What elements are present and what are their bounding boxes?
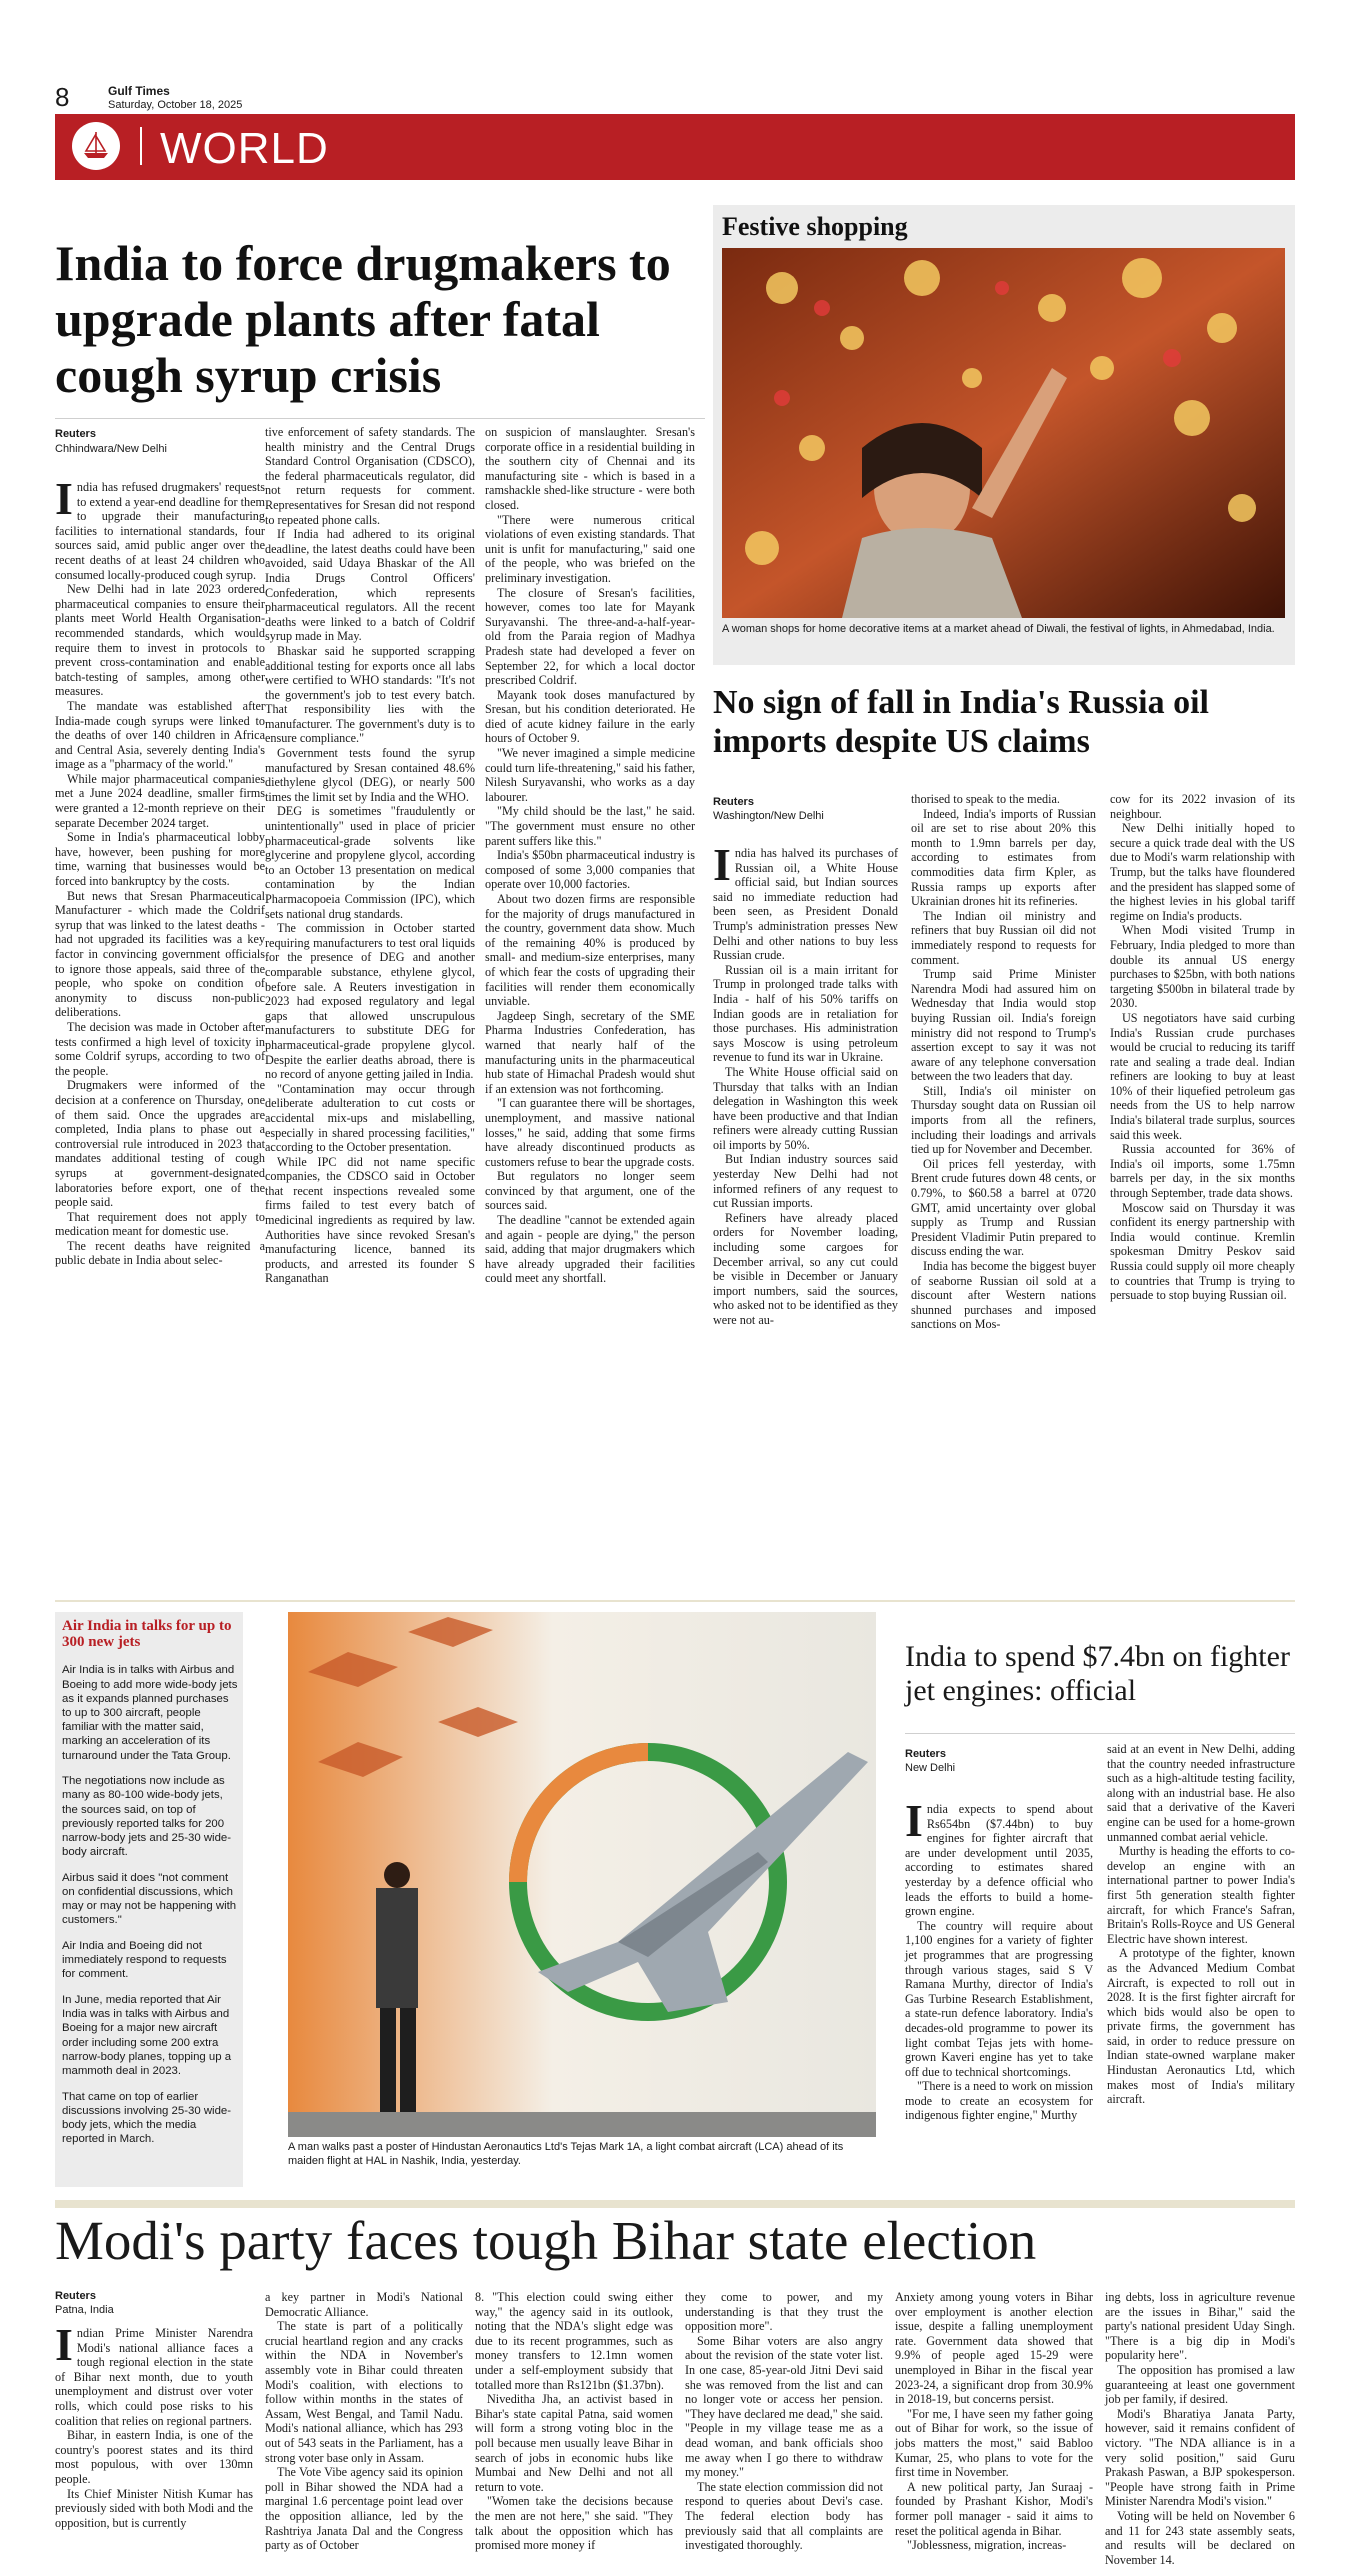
festive-caption: A woman shops for home decorative items at a market ahead of Diwali, the festival of lights, in Ahmedabad, India. bbox=[722, 623, 1275, 635]
paragraph: Bhaskar said he supported scrapping additional testing for exports once all labs were certified to WHO standards: "It's not the government's job to test every batch. That responsibility lies with the manufacturer. The government's duty is to ensure compliance." bbox=[265, 643, 475, 746]
story2-dateline: Washington/New Delhi bbox=[713, 810, 824, 822]
paragraph: Airbus said it does "not comment on confidential discussions, which may or may not be happening with customers." bbox=[62, 1871, 237, 1927]
banner-divider bbox=[140, 127, 142, 165]
paragraph: 8. "This election could swing either way," the agency said in its outlook, noting that the NDA's slight edge was due to its recent programmes, such as money transfers to 12.1mn women under a self-employment subsidy that totalled more than Rs121bn ($1.37bn). bbox=[475, 2290, 673, 2392]
story1-column-1-text bbox=[55, 473, 265, 1268]
paragraph: If India had adhered to its original deadline, the latest deaths could have been avoided, said Udaya Bhaskar of the All India Drugs Control Officers' Confederation, which represents pharmaceutical regulators. All the recent deaths were linked to a batch of Coldrif syrup made in May. bbox=[265, 527, 475, 644]
paragraph: Some Bihar voters are also angry about the revision of the state voter list. In one case, 85-year-old Jitni Devi said she was removed from the list and can no longer vote or access her pension. "They have declared me dead," she said. "People in my village tease me as a dead woman, and bank officials shoo me away when I go there to withdraw my money." bbox=[685, 2333, 883, 2480]
paragraph: ndian Prime Minister Narendra Modi's national alliance faces a tough regional election in the state of Bihar next month, due to youth unemployment and distrust over voter rolls, which could pose risks to his coalition that relies on regional partners. bbox=[55, 2326, 253, 2428]
paragraph: Anxiety among young voters in Bihar over employment is another election issue, despite a falling unemployment rate. Government data showed that 9.9% of people aged 15-29 were unemployed in Bihar in the fiscal year 2023-24, a significant drop from 30.9% in 2018-19, but concerns persist. bbox=[895, 2290, 1093, 2407]
story4-dateline: Patna, India bbox=[55, 2304, 114, 2316]
paragraph: Bihar, in eastern India, is one of the country's poorest states and its third most populous, with over 130mn people. bbox=[55, 2428, 253, 2486]
story4-column-3-text bbox=[475, 2290, 673, 2553]
jet-caption: A man walks past a poster of Hindustan Aeronautics Ltd's Tejas Mark 1A, a light combat aircraft (LCA) ahead of its maiden flight at HAL in Nashik, India, yesterday. bbox=[288, 2141, 844, 2167]
story4-column-1 bbox=[55, 2319, 253, 2530]
paragraph: ndia expects to spend about Rs654bn ($7.44bn) to buy engines for fighter aircraft that are under development until 2035, according to estimates shared yesterday by a defence official who leads the efforts to build a home-grown engine. bbox=[905, 1802, 1093, 1919]
paragraph: Oil prices fell yesterday, with Brent crude futures down 48 cents, or 0.79%, to $60.58 a barrel at 0720 GMT, amid uncertainty over global supply as Trump and Russian President Vladimir Putin prepared to discuss ending the war. bbox=[911, 1156, 1096, 1259]
paragraph: A new political party, Jan Suraaj - founded by Prashant Kishor, Modi's former poll manager - said it aims to reset the political agenda in Bihar. bbox=[895, 2479, 1093, 2538]
paragraph: The White House official said on Thursday that talks with an Indian delegation in Washington this week have been productive and that Indian refiners were already cutting Russian oil imports by 50%. bbox=[713, 1064, 898, 1152]
paragraph: The Indian oil ministry and refiners that buy Russian oil did not immediately respond to requests for comment. bbox=[911, 908, 1096, 967]
paragraph: Murthy is heading the efforts to co-develop an engine with an international partner to power India's first 5th generation stealth fighter aircraft, for which France's Safran, Britain's Rolls-Royce and US General Electric have shown interest. bbox=[1107, 1844, 1295, 1946]
paragraph: That came on top of earlier discussions involving 25-30 wide-body jets, which the media reported in March. bbox=[62, 2090, 232, 2146]
story4-dropcap: I bbox=[55, 2319, 73, 2370]
paragraph: Jagdeep Singh, secretary of the SME Pharma Industries Confederation, has warned that nearly half of the manufacturing units in the pharmaceutical hub state of Himachal Pradesh would shut if an extension was not forthcoming. bbox=[485, 1008, 695, 1096]
festive-title: Festive shopping bbox=[722, 212, 908, 241]
paragraph: "There were numerous critical violations of even existing standards. That unit is unfit for manufacturing," said one of the people, who was briefed on the preliminary investigation. bbox=[485, 512, 695, 585]
festive-photo bbox=[722, 248, 1285, 618]
paragraph: Russian oil is a main irritant for Trump in prolonged trade talks with India - half of his 50% tariffs on Indian goods are in retaliation for those purchases. His administration says Moscow is using petroleum revenue to fund its war in Ukraine. bbox=[713, 962, 898, 1065]
paragraph: Some in India's pharmaceutical lobby have, however, been pushing for more time, warning that businesses would be forced into bankruptcy by the costs. bbox=[55, 830, 265, 889]
story4-column-4 bbox=[685, 2290, 883, 2553]
story4-column-4-text bbox=[685, 2290, 883, 2553]
paragraph: That requirement does not apply to medication meant for domestic use. bbox=[55, 1209, 265, 1239]
paper-name: Gulf Times bbox=[108, 84, 170, 98]
paragraph: Trump said Prime Minister Narendra Modi had assured him on Wednesday that India would stop buying Russian oil. India's foreign ministry did not respond to Trump's assertion except to say it was not aware of any telephone conversation between the two leaders that day. bbox=[911, 967, 1096, 1084]
paragraph: Its Chief Minister Nitish Kumar has previously sided with both Modi and the opposition, but is currently bbox=[55, 2486, 253, 2530]
story2-dropcap: I bbox=[713, 839, 731, 890]
paragraph: they come to power, and my understanding is that they trust the opposition more". bbox=[685, 2290, 883, 2334]
story4-headline: Modi's party faces tough Bihar state election bbox=[55, 2210, 1037, 2271]
paragraph: ing debts, loss in agriculture revenue are the issues in Bihar," said the party's national president Uday Singh. "There is a big dip in Modi's popularity here". bbox=[1105, 2290, 1295, 2363]
paragraph: Russia accounted for 36% of India's oil imports, some 1.75mn barrels per day, in the six months through September, trade data shows. bbox=[1110, 1142, 1295, 1201]
story2-byline: Reuters bbox=[713, 796, 754, 808]
story1-divider bbox=[55, 418, 705, 419]
paragraph: About two dozen firms are responsible for the majority of drugs manufactured in the country, government data show. Much of the remaining 40% is produced by small- and medium-size enterprises, many of which fear the costs of upgrading their facilities will render them economically unviable. bbox=[485, 892, 695, 1009]
paragraph: In June, media reported that Air India was in talks with Airbus and Boeing for a major new aircraft order including some 200 extra narrow-body planes, topping up a mammoth deal in 2023. bbox=[62, 1994, 232, 2078]
paragraph: The mandate was established after India-made cough syrups were linked to the deaths of over 140 children in Africa and Central Asia, severely denting India's image as a "pharmacy of the world." bbox=[55, 698, 265, 772]
paragraph: Voting will be held on November 6 and 11 for 243 state assembly seats, and results will be declared on November 14. bbox=[1105, 2508, 1295, 2567]
airindia-body-text bbox=[62, 1663, 240, 2146]
paragraph: thorised to speak to the media. bbox=[911, 792, 1060, 806]
story1-headline: India to force drugmakers to upgrade plants after fatal cough syrup crisis bbox=[55, 235, 671, 403]
paragraph: The negotiations now include as many as 80-100 wide-body jets, the sources said, on top of previously reported talks for 200 narrow-body jets and 25-30 wide-body aircraft. bbox=[62, 1775, 232, 1859]
paragraph: Air India is in talks with Airbus and Boeing to add more wide-body jets as it expands planned purchases to up to 300 aircraft, people familiar with the matter said, marking an acceleration of its turnaround under the Tata Group. bbox=[62, 1664, 238, 1762]
page-number: 8 bbox=[55, 82, 70, 112]
story2-column-2-text bbox=[911, 792, 1096, 1332]
story2-column-3-text bbox=[1110, 792, 1295, 1303]
story3-column-1 bbox=[905, 1795, 1093, 2192]
paragraph: The state election commission did not respond to queries about Devi's case. The federal election body has previously said that all complaints are investigated thoroughly. bbox=[685, 2479, 883, 2553]
story4-column-2 bbox=[265, 2290, 463, 2553]
paragraph: When Modi visited Trump in February, India pledged to more than double its annual US energy purchases to $25bn, with both nations targeting $500bn in bilateral trade by 2030. bbox=[1110, 923, 1295, 1011]
story4-column-5 bbox=[895, 2290, 1093, 2553]
paragraph: The opposition has promised a law guaranteeing at least one government job per family, if desired. bbox=[1105, 2362, 1295, 2407]
paragraph: The recent deaths have reignited a public debate in India about selec- bbox=[55, 1238, 265, 1268]
story4-column-2-text bbox=[265, 2290, 463, 2553]
airindia-body bbox=[62, 1652, 240, 2182]
paragraph: "For me, I have seen my father going out of Bihar for work, so the issue of jobs matters the most," said Babloo Kumar, 25, who plans to vote for the first time in November. bbox=[895, 2406, 1093, 2480]
paragraph: Government tests found the syrup manufactured by Sresan contained 48.6% diethylene glycol (DEG), or nearly 500 times the limit set by India and the WHO. bbox=[265, 746, 475, 804]
paragraph: But news that Sresan Pharmaceutical Manufacturer - which made the Coldrif syrup that was linked to the latest deaths - had not upgraded its facilities was a key factor in convincing government officials to ignore those appeals, said three of the people, who spoke on condition of anonymity to discuss non-public deliberations. bbox=[55, 888, 265, 1020]
story2-column-1 bbox=[713, 839, 898, 1536]
paragraph: cow for its 2022 invasion of its neighbour. bbox=[1110, 792, 1295, 821]
story1-column-2 bbox=[265, 425, 475, 1590]
bottom-story-divider bbox=[55, 2200, 1295, 2208]
paragraph: The Vote Vibe agency said its opinion poll in Bihar showed the NDA had a marginal 1.6 percentage point lead over the opposition alliance, led by the Rashtriya Janata Dal and the Congress party as of October bbox=[265, 2465, 463, 2553]
paragraph: The closure of Sresan's facilities, however, comes too late for Mayank Suryavanshi. The three-and-a-half-year-old from the Paraia region of Madhya Pradesh state had developed a fever on September 22, for which a local doctor prescribed Coldrif. bbox=[485, 585, 695, 688]
paragraph: "Women take the decisions because the men are not here," she said. "They talk about the opposition which has promised more money if bbox=[475, 2494, 673, 2553]
story1-byline: Reuters bbox=[55, 428, 96, 440]
story3-column-2 bbox=[1107, 1742, 1295, 2192]
paragraph: Niveditha Jha, an activist based in Bihar's state capital Patna, said women will form a strong voting bloc in the poll because men usually leave Bihar in search of jobs in economic hubs like Mumbai and New Delhi and not all return to vote. bbox=[475, 2392, 673, 2494]
paragraph: The commission in October started requiring manufacturers to test oral liquids for the presence of DEG and another comparable substance, ethylene glycol, before sale. A Reuters investigation in 2023 had exposed regulatory and legal gaps that allowed unscrupulous manufacturers to substitute DEG for pharmaceutical-grade propylene glycol. Despite the earlier deaths abroad, there is no record of anyone getting jailed in India. bbox=[265, 921, 475, 1082]
paragraph: New Delhi initially hoped to secure a quick trade deal with the US due to Modi's warm relationship with Trump, but the talks have floundered and the president has slapped some of the highest levies in his global tariff regime on India's products. bbox=[1110, 821, 1295, 923]
story4-column-6 bbox=[1105, 2290, 1295, 2567]
story4-column-5-text bbox=[895, 2290, 1093, 2553]
paragraph: Drugmakers were informed of the decision at a conference on Thursday, one of them said. Once the upgrades are completed, India plans to phase out a controversial rule introduced in 2023 that mandates additional testing of cough syrups at government-designated laboratories before export, one of the people said. bbox=[55, 1078, 265, 1210]
paragraph: ndia has refused drugmakers' requests to extend a year-end deadline for them to upgrade their manufacturing facilities to international standards, four sources said, amid public anger over the recent deaths of at least 24 children who consumed locally-produced cough syrup. bbox=[55, 480, 265, 582]
paragraph: "There is a need to work on mission mode to create an ecosystem for indigenous fighter engine," Murthy bbox=[905, 2079, 1093, 2123]
paragraph: While major pharmaceutical companies met a June 2024 deadline, smaller firms were granted a 12-month reprieve on their separate December 2024 target. bbox=[55, 771, 265, 830]
paragraph: "I can guarantee there will be shortages, unemployment, and massive national losses," he said, adding that some firms have already discontinued products as customers refuse to bear the upgrade costs. bbox=[485, 1096, 695, 1169]
story2-headline: No sign of fall in India's Russia oil imports despite US claims bbox=[713, 684, 1209, 760]
story1-column-3 bbox=[485, 425, 695, 1590]
paragraph: The decision was made in October after tests confirmed a high level of toxicity in some Coldrif syrups, according to two of the people. bbox=[55, 1019, 265, 1078]
paragraph: Indeed, India's imports of Russian oil are set to rise about 20% this month to 1.9mn barrels per day, according to estimates from commodities data firm Kpler, as Russia ramps up exports after Ukrainian drones hit its refineries. bbox=[911, 806, 1096, 909]
issue-date: Saturday, October 18, 2025 bbox=[108, 99, 243, 111]
paragraph: While IPC did not name specific companies, the CDSCO said in October that recent inspections revealed some firms failed to test every batch of medicinal ingredients as required by law. Authorities have since revoked Sresan's manufacturing licence, banned its products, and arrested its founder S Ranganathan bbox=[265, 1154, 475, 1286]
paragraph: A prototype of the fighter, known as the Advanced Medium Combat Aircraft, is expected to roll out in 2028. It is the first fighter aircraft for which bids would also be open to private firms, the government has said, in order to reduce pressure on Indian state-owned warplane maker Hindustan Aeronautics Ltd, which makes most of India's military aircraft. bbox=[1107, 1946, 1295, 2107]
dhow-logo-icon bbox=[72, 122, 120, 170]
story1-column-1 bbox=[55, 473, 265, 1590]
story1-column-3-text bbox=[485, 425, 695, 1286]
paragraph: tive enforcement of safety standards. The health ministry and the Central Drugs Standard Control Organisation (CDSCO), the federal pharmaceuticals regulator, did not return requests for comment. Representatives for Sresan did not respond to repeated phone calls. bbox=[265, 425, 475, 527]
paragraph: ndia has halved its purchases of Russian oil, a White House official said, but Indian sources said no immediate reduction had been seen, as President Donald Trump's administration presses New Delhi and other nations to buy less Russian crude. bbox=[713, 846, 898, 963]
story3-column-2-text bbox=[1107, 1742, 1295, 2107]
mid-divider bbox=[55, 1600, 1295, 1602]
paragraph: Refiners have already placed orders for November loading, including some cargoes for December arrival, so any cut could be visible in December or January import numbers, said the sources, who asked not to be identified as they were not au- bbox=[713, 1210, 898, 1327]
paragraph: Modi's Bharatiya Janata Party, however, said it remains confident of victory. "The NDA alliance is in a very solid position," said Guru Prakash Paswan, a BJP spokesperson. "People have strong faith in Prime Minister Narendra Modi's vision." bbox=[1105, 2406, 1295, 2509]
paragraph: The country will require about 1,100 engines for a variety of fighter jet programmes that are progressing through various stages, said S V Ramana Murthy, director of India's Gas Turbine Research Establishment, a state-run defence laboratory. India's decades-old programme to power its light combat Tejas jets with home-grown Kaveri engine has yet to take off due to technical shortcomings. bbox=[905, 1918, 1093, 2079]
paragraph: But regulators no longer seem convinced by that argument, one of the sources said. bbox=[485, 1169, 695, 1213]
story3-dateline: New Delhi bbox=[905, 1762, 956, 1774]
paragraph: said at an event in New Delhi, adding that the country needed infrastructure such as a high-altitude testing facility, along with an industrial base. He also said that a derivative of the Kaveri engine can be used for a home-grown unmanned combat aerial vehicle. bbox=[1107, 1742, 1295, 1844]
story2-column-1-text bbox=[713, 839, 898, 1328]
story4-column-6-text bbox=[1105, 2290, 1295, 2567]
jet-photo bbox=[288, 1612, 876, 2137]
story1-column-2-text bbox=[265, 425, 475, 1286]
paragraph: Still, India's oil minister on Thursday sought data on Russian oil imports from all the refiners, including their loadings and arrivals tied up for November and December. bbox=[911, 1083, 1096, 1157]
story1-dropcap: I bbox=[55, 473, 73, 524]
story3-dropcap: I bbox=[905, 1795, 923, 1846]
story3-headline: India to spend $7.4bn on fighter jet engines: official bbox=[905, 1640, 1290, 1707]
paragraph: But Indian industry sources said yesterday New Delhi had not informed refiners of any request to cut Russian imports. bbox=[713, 1152, 898, 1211]
story2-column-3 bbox=[1110, 792, 1295, 1536]
story3-byline: Reuters bbox=[905, 1748, 946, 1760]
story4-byline: Reuters bbox=[55, 2290, 96, 2302]
paragraph: The state is part of a politically crucial heartland region and any cracks within the NDA in November's assembly vote in Bihar could threaten Modi's coalition, with elections to follow within months in the states of Assam, West Bengal, and Tamil Nadu. Modi's national alliance, which has 293 out of 543 seats in the Parliament, has a strong voter base only in Assam. bbox=[265, 2319, 463, 2465]
story3-divider bbox=[905, 1733, 1295, 1734]
paragraph: a key partner in Modi's National Democratic Alliance. bbox=[265, 2290, 463, 2319]
paragraph: US negotiators have said curbing India's Russian crude purchases would be crucial to reducing its tariff rate and sealing a trade deal. Indian refiners are looking to buy at least 10% of their liquefied petroleum gas needs from the US to help narrow India's bilateral trade surplus, sources said this week. bbox=[1110, 1010, 1295, 1142]
story2-column-2 bbox=[911, 792, 1096, 1536]
paragraph: "Contamination may occur through deliberate adulteration to cut costs or accidental mix-ups and mislabelling, especially in shared processing facilities," according to the October presentation. bbox=[265, 1081, 475, 1155]
paragraph: "My child should be the last," he said. "The government must ensure no other parent suffers like this." bbox=[485, 804, 695, 848]
paragraph: Mayank took doses manufactured by Sresan, but his condition deteriorated. He died of acute kidney failure in the early hours of October 9. bbox=[485, 687, 695, 746]
story3-column-1-text bbox=[905, 1795, 1093, 2123]
paragraph: India's $50bn pharmaceutical industry is composed of some 3,000 companies that operate over 10,000 factories. bbox=[485, 848, 695, 892]
paragraph: India has become the biggest buyer of seaborne Russian oil sold at a discount after Western nations shunned purchases and imposed sanctions on Mos- bbox=[911, 1259, 1096, 1332]
paragraph: DEG is sometimes "fraudulently or unintentionally" used in place of pricier pharmaceutical-grade solvents like glycerine and propylene glycol, according to an October 13 presentation on medical contamination by the Indian Pharmacopoeia Commission (IPC), which sets national drug standards. bbox=[265, 804, 475, 921]
section-title: WORLD bbox=[160, 124, 329, 173]
story4-column-1-text bbox=[55, 2319, 253, 2530]
paragraph: "Joblessness, migration, increas- bbox=[907, 2538, 1067, 2553]
paragraph: New Delhi had in late 2023 ordered pharmaceutical companies to ensure their plants meet World Health Organisation-recommended standards, which would require them to invest in protocols to prevent cross-contamination and enable batch-testing of samples, among other measures. bbox=[55, 582, 265, 699]
story1-dateline: Chhindwara/New Delhi bbox=[55, 443, 167, 455]
paragraph: Air India and Boeing did not immediately respond to requests for comment. bbox=[62, 1940, 227, 1981]
paragraph: on suspicion of manslaughter. Sresan's corporate office in a residential building in the southern city of Chennai and its manufacturing site - which is based in a ramshackle shed-like structure - were both closed. bbox=[485, 425, 695, 512]
paragraph: Moscow said on Thursday it was confident its energy partnership with India would continue. Kremlin spokesman Dmitry Peskov said Russia could supply oil more cheaply to countries that Trump is trying to persuade to stop buying Russian oil. bbox=[1110, 1200, 1295, 1303]
paragraph: "We never imagined a simple medicine could turn life-threatening," said his father, Nilesh Suryavanshi, who works as a day labourer. bbox=[485, 746, 695, 804]
story4-column-3 bbox=[475, 2290, 673, 2553]
airindia-title: Air India in talks for up to 300 new jets bbox=[62, 1618, 232, 1650]
paragraph: The deadline "cannot be extended again and again - people are dying," the person said, adding that major drugmakers which have already upgraded their facilities could meet any shortfall. bbox=[485, 1213, 695, 1286]
